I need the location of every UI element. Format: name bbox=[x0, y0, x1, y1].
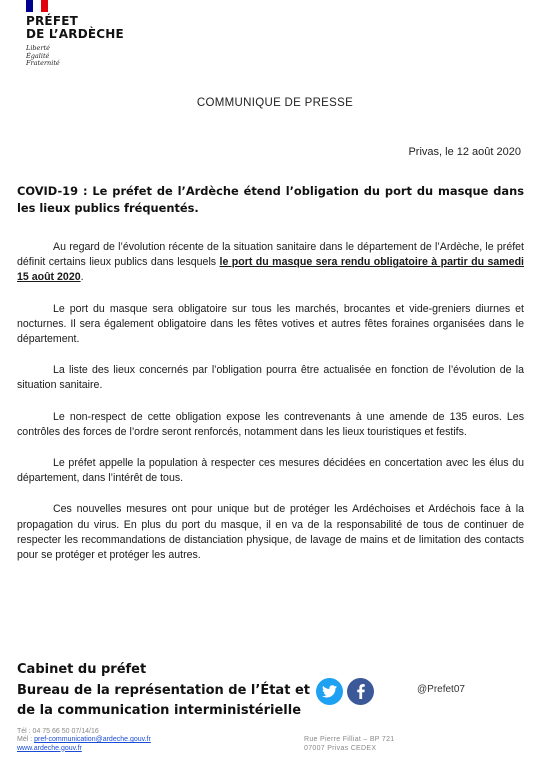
paragraph-1 bbox=[17, 240, 524, 286]
dateline: Privas, le 12 août 2020 bbox=[408, 146, 521, 158]
paragraph-5: Le préfet appelle la population à respecter ces mesures décidées en concertation avec les élus du département, dans l’intérêt de tous. bbox=[17, 457, 524, 485]
twitter-handle: @Prefet07 bbox=[417, 684, 465, 695]
website-line bbox=[17, 745, 151, 753]
twitter-bird-glyph bbox=[322, 685, 337, 698]
twitter-icon[interactable] bbox=[316, 678, 343, 705]
paragraph-4: Le non-respect de cette obligation expose les contrevenants à une amende de 135 euros. Les contrôles des forces de l’ordre seront renforcés, notamment dans les lieux touristiques et festifs. bbox=[17, 410, 524, 438]
press-release-title: COMMUNIQUE DE PRESSE bbox=[196, 97, 354, 109]
cabinet-line-2: Bureau de la représentation de l’État et bbox=[17, 682, 310, 698]
motto-fraternite: Fraternité bbox=[26, 59, 60, 68]
email-label: Mél : bbox=[17, 736, 35, 744]
paragraph-1-end: . bbox=[80, 271, 84, 284]
email-link[interactable]: pref-communication@ardeche.gouv.fr bbox=[34, 736, 151, 744]
paragraph-6: Ces nouvelles mesures ont pour unique but de protéger les Ardéchoises et Ardéchois face à la propagation du virus. En plus du port du masque, il en va de la responsabilité de tous de continuer de respecter les recommandations de distanciation physique, de lavage de mains et de limitation des contacts pour se protéger et protéger les autres. bbox=[17, 503, 524, 562]
contact-info bbox=[17, 728, 151, 753]
headline: COVID-19 : Le préfet de l’Ardèche étend l’obligation du port du masque dans les lieux publics fréquentés. bbox=[17, 184, 524, 215]
flag-white-stripe bbox=[33, 0, 40, 12]
motto-liberte: Liberté bbox=[26, 44, 50, 52]
republic-motto bbox=[26, 45, 60, 68]
flag-blue-stripe bbox=[26, 0, 33, 12]
flag-red-stripe bbox=[41, 0, 48, 12]
address-line-1: Rue Pierre Filliat – BP 721 bbox=[304, 736, 395, 743]
phone-number: Tél : 04 75 66 50 07/14/16 bbox=[17, 728, 99, 735]
mask-mandate-emphasis: le port du masque sera rendu obligatoire à partir du samedi 15 août 2020 bbox=[17, 256, 524, 284]
prefecture-name bbox=[26, 15, 124, 41]
cabinet-line-1: Cabinet du préfet bbox=[17, 662, 147, 677]
facebook-icon[interactable] bbox=[347, 678, 374, 705]
cabinet-block bbox=[17, 660, 310, 722]
motto-egalite: Égalité bbox=[26, 51, 50, 60]
paragraph-2: Le port du masque sera obligatoire sur tous les marchés, brocantes et vide-greniers diurnes et nocturnes. Il sera également obligatoire dans les fêtes votives et autres fêtes foraines organisées dans le département. bbox=[17, 302, 524, 346]
paragraph-3: La liste des lieux concernés par l’obligation pourra être actualisée en fonction de l’évolution de la situation sanitaire. bbox=[17, 364, 524, 392]
email-line bbox=[17, 736, 151, 744]
press-body bbox=[17, 240, 524, 579]
facebook-f-glyph bbox=[357, 684, 365, 699]
prefecture-name-line1: PRÉFET bbox=[26, 14, 79, 28]
paragraph-1-intro: Au regard de l’évolution récente de la situation sanitaire dans le département de l’Ardèche, le préfet définit certains lieux publics dans lesquels bbox=[17, 241, 524, 269]
postal-address bbox=[304, 735, 394, 753]
cabinet-line-3: de la communication interministérielle bbox=[17, 703, 302, 718]
website-link[interactable]: www.ardeche.gouv.fr bbox=[17, 744, 82, 752]
french-flag-logo bbox=[26, 0, 48, 12]
address-line-2: 07007 Privas CEDEX bbox=[304, 745, 377, 752]
prefecture-name-line2: DE L’ARDÈCHE bbox=[26, 27, 124, 41]
